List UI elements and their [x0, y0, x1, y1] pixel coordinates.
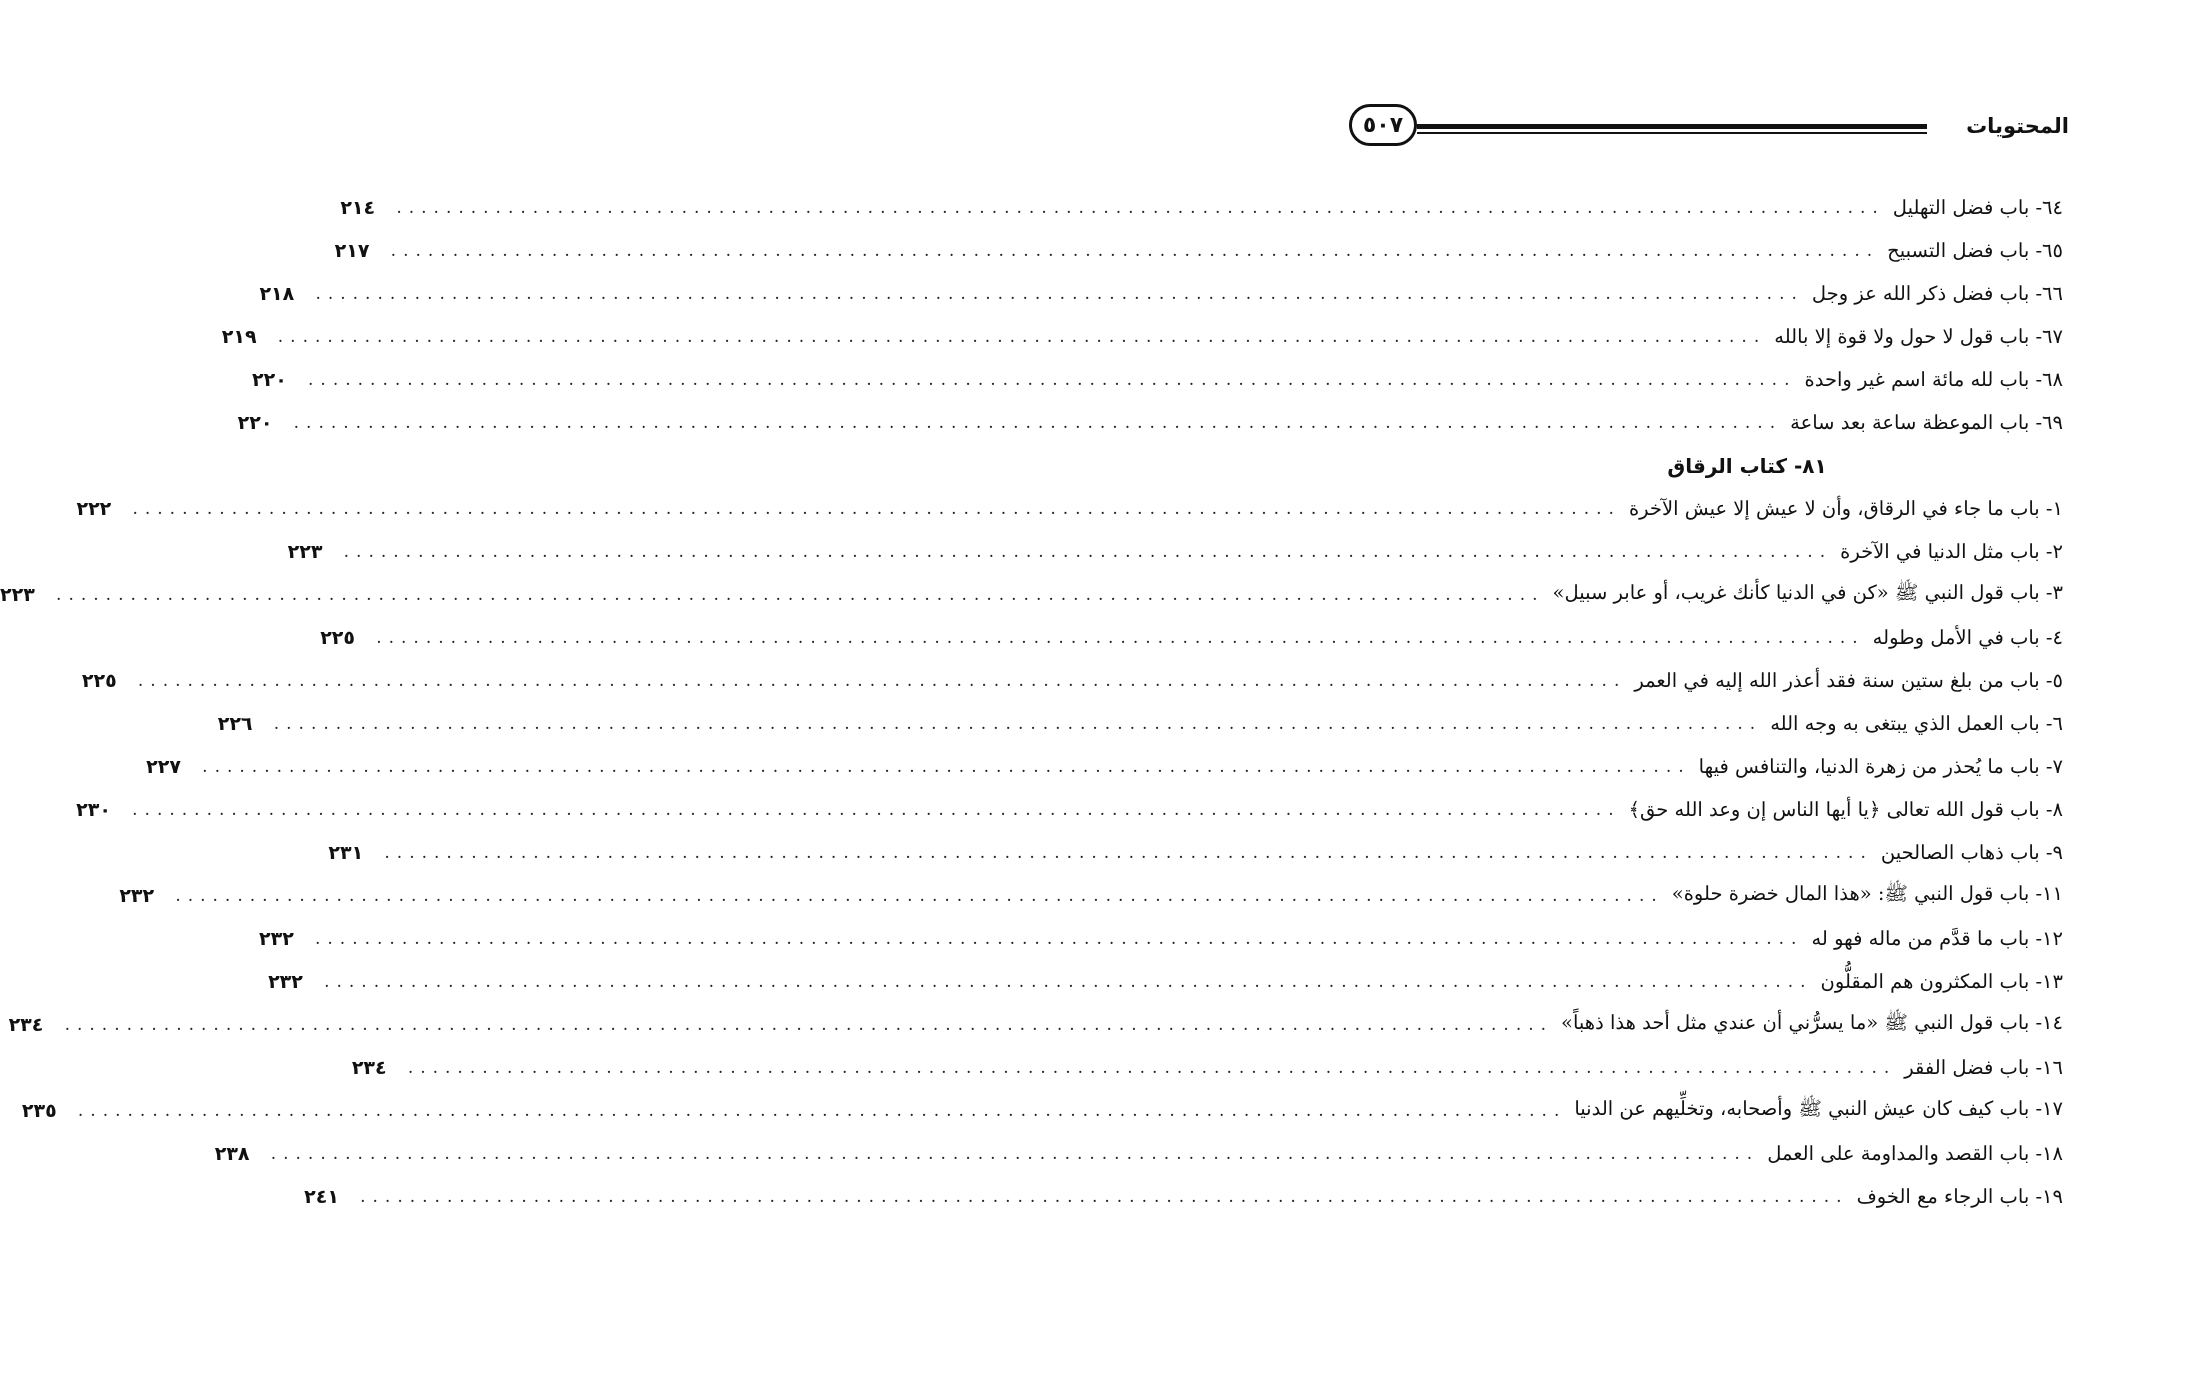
entry-title: ٦٤- باب فضل التهليل [1892, 196, 2063, 219]
toc-entry [328, 831, 2063, 874]
entry-title: ٦٩- باب الموعظة ساعة بعد ساعة [1790, 411, 2063, 434]
toc-entry [221, 315, 2063, 358]
entry-page-number: ٢٣٢ [268, 970, 303, 993]
entry-page-number: ٢١٤ [340, 196, 376, 219]
dot-leader: ........................................................................................................................ [64, 1014, 1554, 1035]
entry-title: ٦٥- باب فضل التسبيح [1887, 239, 2063, 262]
entry-page-number: ٢٣١ [328, 841, 364, 864]
dot-leader: ........................................................................................................................ [175, 885, 1664, 906]
entry-page-number: ٢١٩ [221, 325, 257, 348]
dot-leader: ........................................................................................................................ [315, 928, 1804, 949]
toc-entry [237, 401, 2063, 444]
dot-leader: ........................................................................................................................ [273, 713, 1763, 734]
header-rule-thin [1417, 132, 1927, 134]
entry-page-number: ٢٢٥ [81, 669, 117, 692]
toc-group-kitab-al-riqaq [0, 487, 2063, 1218]
toc-entry [304, 1175, 2063, 1218]
toc-entry [76, 487, 2063, 530]
page-header [1349, 100, 2069, 152]
dot-leader: ........................................................................................................................ [315, 283, 1804, 304]
toc-entry [217, 702, 2063, 745]
entry-title: ١٧- باب كيف كان عيش النبي ﷺ وأصحابه، وتخلِّيهم عن الدنيا [1574, 1096, 2063, 1120]
toc-entry [287, 530, 2063, 573]
entry-title: ٨- باب قول الله تعالى ﴿يا أيها الناس إن وعد الله حق﴾ [1628, 798, 2063, 821]
entry-page-number: ٢٢٣ [287, 540, 323, 563]
dot-leader: ........................................................................................................................ [56, 584, 1545, 605]
entry-page-number: ٢٢٥ [320, 626, 355, 649]
dot-leader: ........................................................................................................................ [390, 240, 1880, 261]
entry-page-number: ٢٢٠ [252, 368, 287, 391]
entry-title: ٥- باب من بلغ ستين سنة فقد أعذر الله إليه في العمر [1634, 669, 2063, 692]
entry-page-number: ٢٢٣ [0, 583, 35, 606]
toc-entry [351, 1046, 2063, 1089]
toc-entry [146, 745, 2063, 788]
entry-title: ٣- باب قول النبي ﷺ «كن في الدنيا كأنك غريب، أو عابر سبيل» [1552, 580, 2063, 604]
entry-page-number: ٢٣٢ [119, 884, 155, 907]
entry-page-number: ٢٣٥ [21, 1099, 57, 1122]
entry-title: ٩- باب ذهاب الصالحين [1880, 841, 2063, 864]
entry-page-number: ٢٣٤ [8, 1013, 44, 1036]
dot-leader: ........................................................................................................................ [77, 1100, 1567, 1121]
entry-page-number: ٢٣٨ [214, 1142, 250, 1165]
entry-title: ١- باب ما جاء في الرقاق، وأن لا عيش إلا عيش الآخرة [1628, 497, 2063, 520]
running-title: المحتويات [1966, 114, 2069, 138]
dot-leader: ........................................................................................................................ [308, 369, 1797, 390]
entry-page-number: ٢٢٠ [237, 411, 273, 434]
dot-leader: ........................................................................................................................ [407, 1057, 1897, 1078]
entry-title: ١١- باب قول النبي ﷺ: «هذا المال خضرة حلوة» [1671, 881, 2063, 905]
toc-entry [259, 272, 2063, 315]
toc-entry [252, 358, 2063, 401]
dot-leader: ........................................................................................................................ [202, 756, 1691, 777]
entry-page-number: ٢٢٧ [146, 755, 181, 778]
toc-entry [340, 186, 2063, 229]
toc-entry [259, 917, 2063, 960]
toc-entry [76, 788, 2063, 831]
entry-title: ٦٧- باب قول لا حول ولا قوة إلا بالله [1774, 325, 2063, 348]
toc-entry [334, 229, 2063, 272]
dot-leader: ........................................................................................................................ [376, 627, 1865, 648]
dot-leader: ........................................................................................................................ [132, 498, 1621, 519]
header-rule-thick [1417, 124, 1927, 129]
entry-title: ١٤- باب قول النبي ﷺ «ما يسرُّني أن عندي مثل أحد هذا ذهباً» [1561, 1010, 2063, 1034]
entry-title: ١٢- باب ما قدَّم من ماله فهو له [1811, 927, 2063, 950]
entry-title: ١٩- باب الرجاء مع الخوف [1856, 1185, 2063, 1208]
entry-title: ١٨- باب القصد والمداومة على العمل [1767, 1142, 2063, 1165]
table-of-contents [0, 186, 2063, 1218]
dot-leader: ........................................................................................................................ [277, 326, 1767, 347]
toc-entry [320, 616, 2063, 659]
dot-leader: ........................................................................................................................ [324, 971, 1813, 992]
entry-page-number: ٢١٨ [259, 282, 295, 305]
entry-title: ١٦- باب فضل الفقر [1904, 1056, 2063, 1079]
toc-entry [21, 1089, 2063, 1132]
section-heading: ٨١- كتاب الرقاق [1667, 453, 1827, 478]
dot-leader: ........................................................................................................................ [137, 670, 1627, 691]
dot-leader: ........................................................................................................................ [396, 197, 1885, 218]
page-number: ٥٠٧ [1349, 104, 1417, 146]
entry-page-number: ٢١٧ [334, 239, 370, 262]
dot-leader: ........................................................................................................................ [293, 412, 1783, 433]
entry-title: ٦٦- باب فضل ذكر الله عز وجل [1811, 282, 2063, 305]
entry-title: ٦- باب العمل الذي يبتغى به وجه الله [1770, 712, 2063, 735]
dot-leader: ........................................................................................................................ [343, 541, 1833, 562]
toc-group-previous-book [221, 186, 2063, 444]
entry-title: ٢- باب مثل الدنيا في الآخرة [1840, 540, 2063, 563]
dot-leader: ........................................................................................................................ [384, 842, 1873, 863]
entry-title: ١٣- باب المكثرون هم المقلُّون [1820, 970, 2063, 993]
entry-title: ٤- باب في الأمل وطوله [1872, 626, 2063, 649]
entry-title: ٧- باب ما يُحذر من زهرة الدنيا، والتنافس فيها [1698, 755, 2063, 778]
entry-page-number: ٢٣٠ [76, 798, 111, 821]
entry-page-number: ٢٢٢ [76, 497, 112, 520]
toc-entry [81, 659, 2063, 702]
toc-entry [0, 573, 2063, 616]
toc-entry [268, 960, 2063, 1003]
toc-entry [119, 874, 2063, 917]
entry-page-number: ٢٣٤ [351, 1056, 387, 1079]
toc-entry [214, 1132, 2063, 1175]
entry-page-number: ٢٢٦ [217, 712, 253, 735]
dot-leader: ........................................................................................................................ [132, 799, 1621, 820]
dot-leader: ........................................................................................................................ [360, 1186, 1849, 1207]
entry-page-number: ٢٤١ [304, 1185, 339, 1208]
toc-entry [8, 1003, 2063, 1046]
entry-title: ٦٨- باب لله مائة اسم غير واحدة [1804, 368, 2063, 391]
dot-leader: ........................................................................................................................ [270, 1143, 1760, 1164]
entry-page-number: ٢٣٢ [259, 927, 294, 950]
